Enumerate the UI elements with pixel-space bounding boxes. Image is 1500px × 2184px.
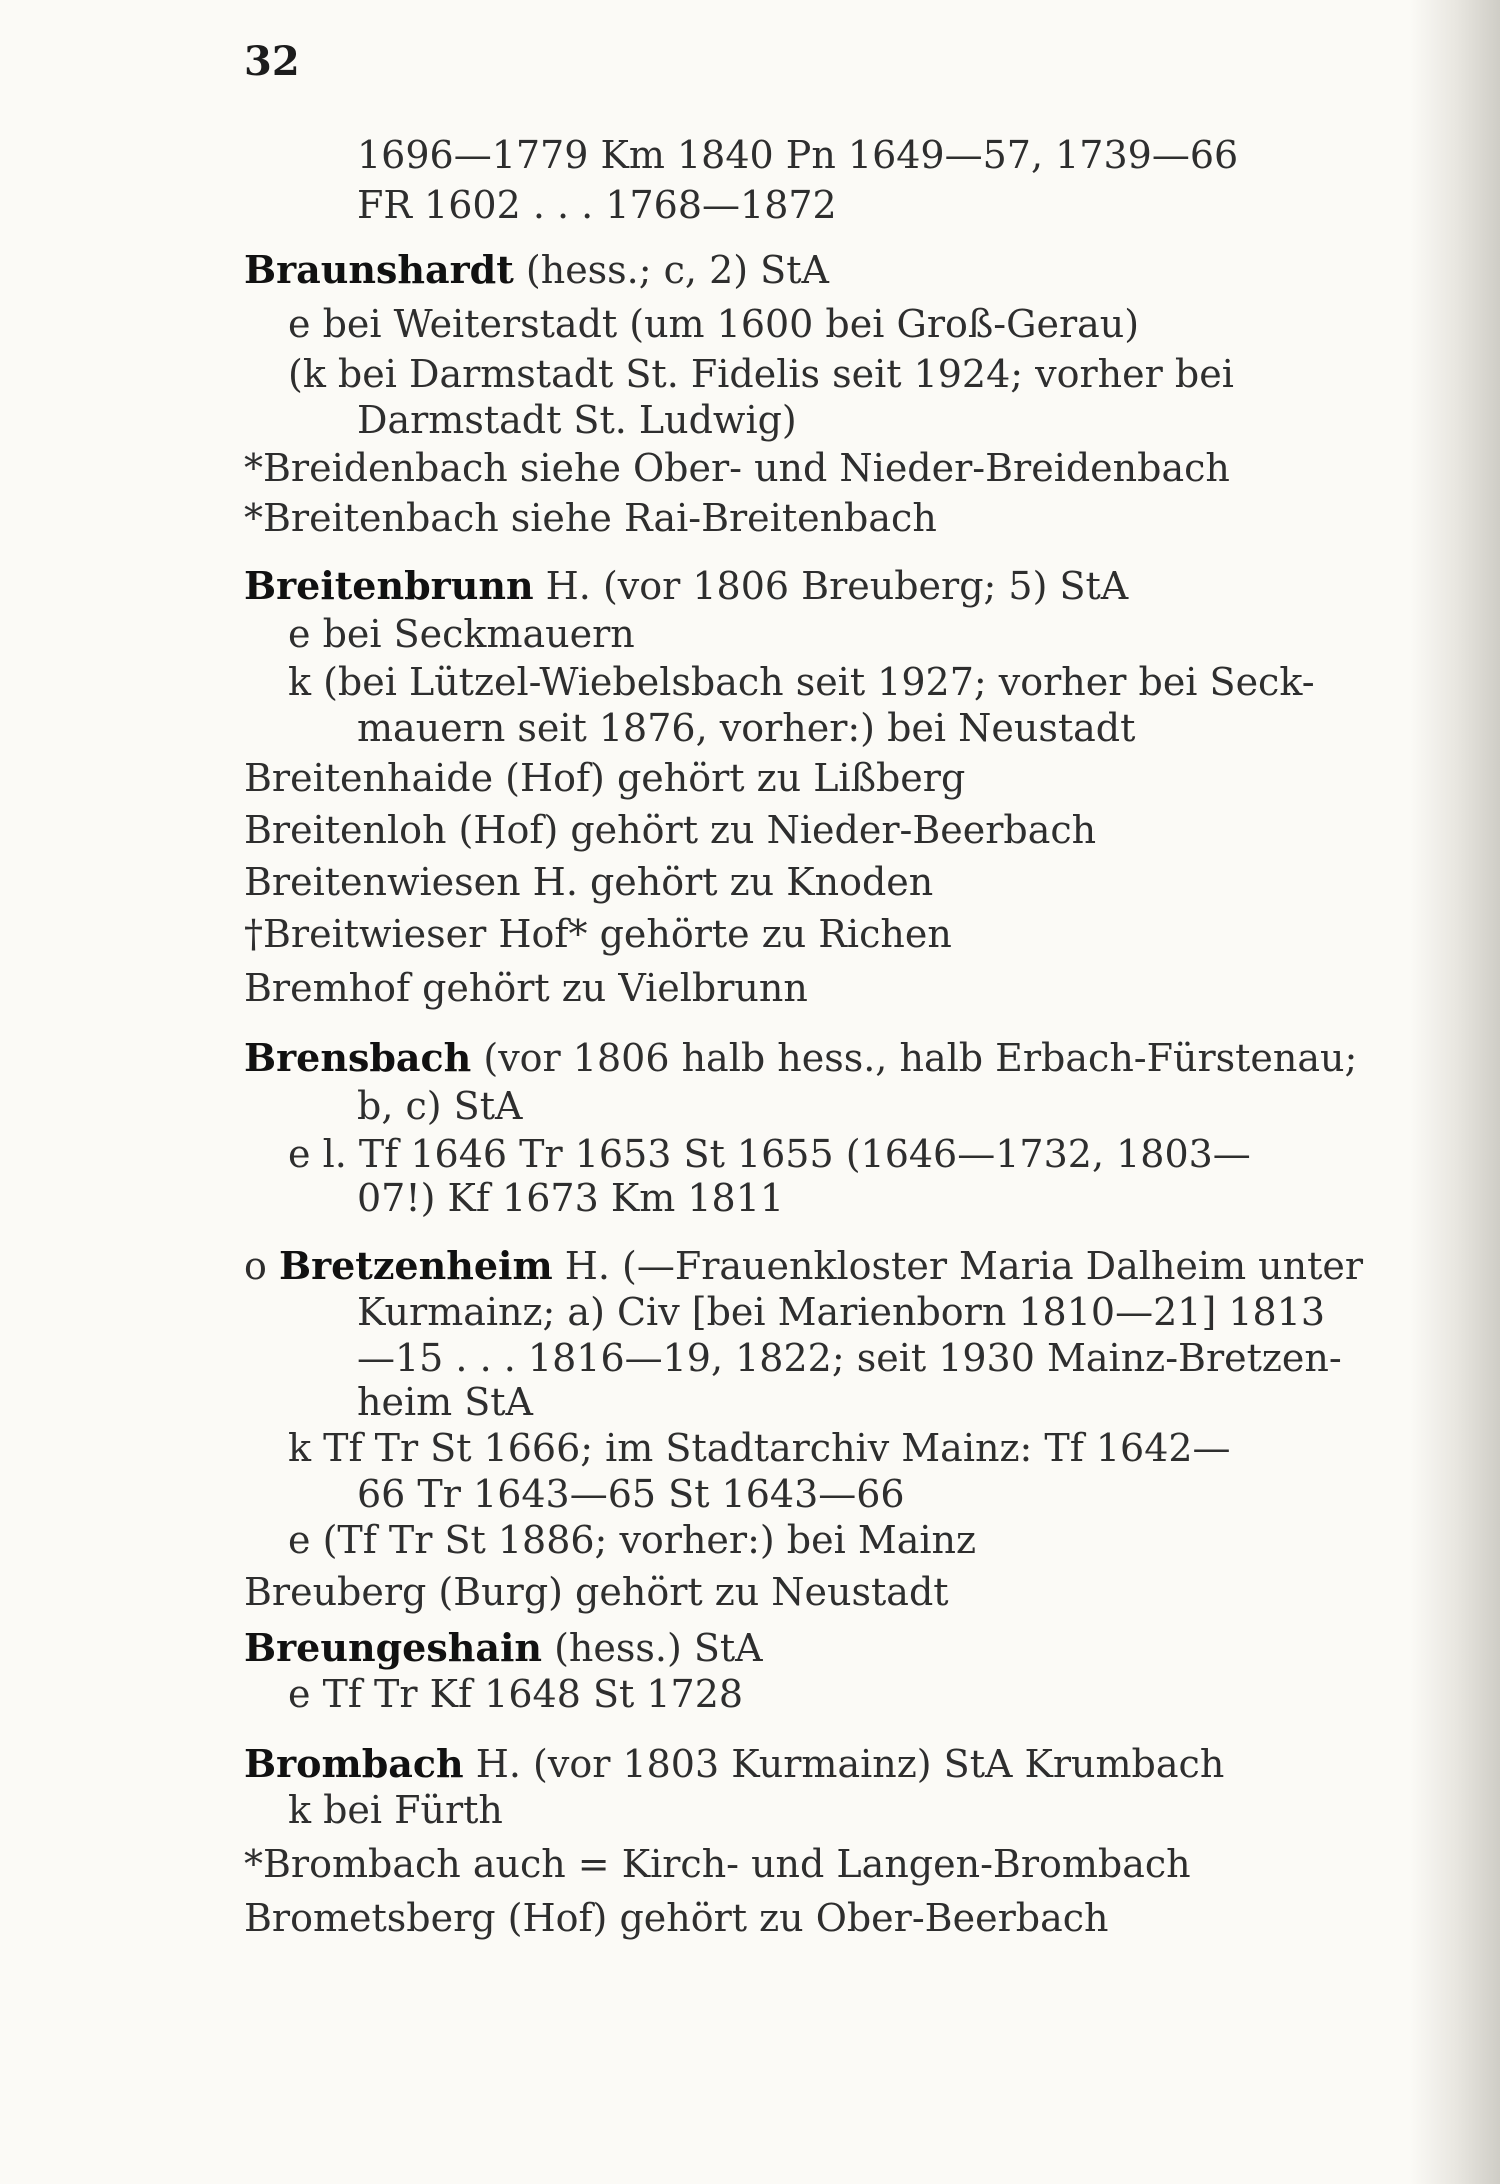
text-line: 07!) Kf 1673 Km 1811: [357, 1176, 785, 1220]
text-line: Breitenwiesen H. gehört zu Knoden: [244, 860, 934, 904]
text-line: e bei Weiterstadt (um 1600 bei Groß-Gerau): [288, 302, 1140, 346]
text-line: k Tf Tr St 1666; im Stadtarchiv Mainz: Tf 1642—: [288, 1426, 1231, 1470]
text-line: k bei Fürth: [288, 1788, 503, 1832]
entry-heading: Brombach: [244, 1741, 464, 1786]
text-line: —15 . . . 1816—19, 1822; seit 1930 Mainz-Bretzen-: [357, 1336, 1342, 1380]
text-line: Darmstadt St. Ludwig): [357, 398, 797, 442]
entry-heading: Braunshardt: [244, 247, 514, 292]
text-line: mauern seit 1876, vorher:) bei Neustadt: [357, 706, 1136, 750]
entry-heading: Bretzenheim: [278, 1243, 553, 1288]
text-line: Kurmainz; a) Civ [bei Marienborn 1810—21] 1813: [357, 1290, 1326, 1334]
text-line: Breitenloh (Hof) gehört zu Nieder-Beerbach: [244, 808, 1097, 852]
text-line: b, c) StA: [357, 1084, 523, 1128]
text-line: 66 Tr 1643—65 St 1643—66: [357, 1472, 905, 1516]
text-line: e bei Seckmauern: [288, 612, 635, 656]
text-line: *Breitenbach siehe Rai-Breitenbach: [244, 496, 937, 540]
text-line: FR 1602 . . . 1768—1872: [357, 183, 837, 227]
text-line: †Breitwieser Hof* gehörte zu Richen: [244, 912, 952, 956]
text-line: e Tf Tr Kf 1648 St 1728: [288, 1672, 744, 1716]
entry-line: Breitenbrunn H. (vor 1806 Breuberg; 5) StA: [244, 563, 1129, 608]
text-line: e (Tf Tr St 1886; vorher:) bei Mainz: [288, 1518, 977, 1562]
page-number: 32: [244, 38, 300, 85]
entry-line: o Bretzenheim H. (—Frauenkloster Maria Dalheim unter: [244, 1243, 1364, 1288]
entry-heading: Breitenbrunn: [244, 563, 534, 608]
entry-line: Brombach H. (vor 1803 Kurmainz) StA Krumbach: [244, 1741, 1225, 1786]
text-line: Bremhof gehört zu Vielbrunn: [244, 966, 808, 1010]
text-line: 1696—1779 Km 1840 Pn 1649—57, 1739—66: [357, 133, 1239, 177]
text-line: heim StA: [357, 1380, 533, 1424]
entry-heading: Brensbach: [244, 1035, 472, 1080]
entry-line: Breungeshain (hess.) StA: [244, 1625, 763, 1670]
text-line: *Brombach auch = Kirch- und Langen-Brombach: [244, 1842, 1191, 1886]
text-line: Breitenhaide (Hof) gehört zu Lißberg: [244, 756, 966, 800]
entry-line: Braunshardt (hess.; c, 2) StA: [244, 247, 829, 292]
text-line: e l. Tf 1646 Tr 1653 St 1655 (1646—1732, 1803—: [288, 1132, 1251, 1176]
text-line: k (bei Lützel-Wiebelsbach seit 1927; vorher bei Seck-: [288, 660, 1315, 704]
text-line: *Breidenbach siehe Ober- und Nieder-Breidenbach: [244, 446, 1230, 490]
entry-line: Brensbach (vor 1806 halb hess., halb Erbach-Fürstenau;: [244, 1035, 1358, 1080]
text-line: Brometsberg (Hof) gehört zu Ober-Beerbach: [244, 1896, 1109, 1940]
entry-heading: Breungeshain: [244, 1625, 543, 1670]
text-line: Breuberg (Burg) gehört zu Neustadt: [244, 1570, 949, 1614]
text-line: (k bei Darmstadt St. Fidelis seit 1924; vorher bei: [288, 352, 1234, 396]
